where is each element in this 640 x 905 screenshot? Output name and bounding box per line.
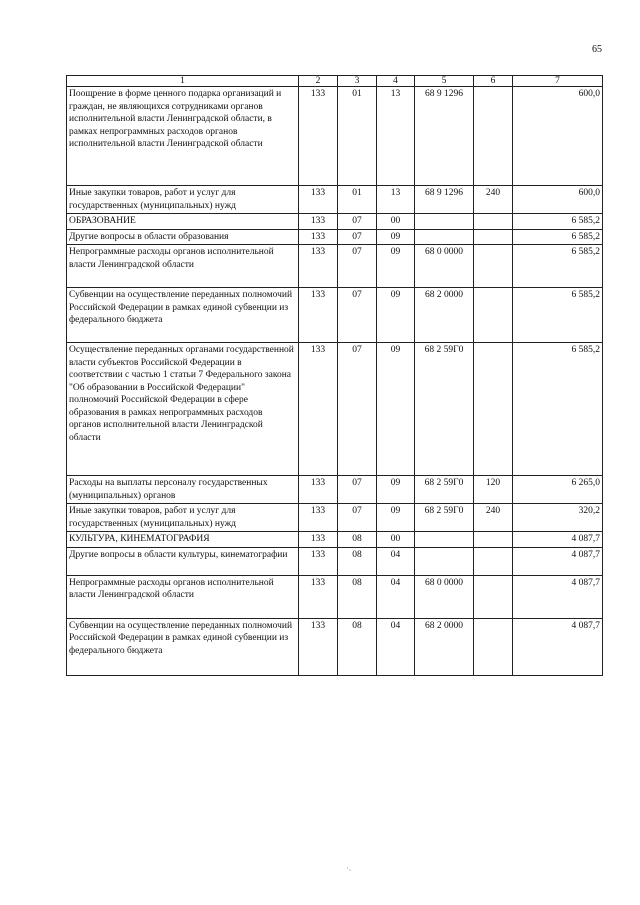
- row-subsection-cell: 00: [377, 214, 415, 230]
- row-section-cell: 08: [338, 547, 377, 575]
- row-expense-type-cell: 240: [474, 186, 513, 214]
- row-code-cell: 133: [299, 532, 338, 548]
- row-target-article-cell: 68 2 0000: [415, 288, 474, 343]
- table-row: [67, 288, 603, 343]
- row-expense-type-cell: [474, 343, 513, 476]
- row-code-cell: 133: [299, 229, 338, 245]
- column-header: 4: [377, 76, 415, 87]
- row-expense-type-cell: [474, 288, 513, 343]
- row-target-article-cell: [415, 214, 474, 230]
- row-section-cell: 07: [338, 288, 377, 343]
- row-expense-type-cell: [474, 229, 513, 245]
- row-code-cell: 133: [299, 245, 338, 288]
- row-name-cell: Другие вопросы в области культуры, кинематографии: [67, 547, 299, 575]
- row-code-cell: 133: [299, 288, 338, 343]
- table-row: [67, 214, 603, 230]
- row-section-cell: 07: [338, 245, 377, 288]
- row-subsection-cell: 09: [377, 229, 415, 245]
- row-section-cell: 01: [338, 87, 377, 186]
- row-amount-cell: 6 585,2: [513, 229, 603, 245]
- row-subsection-cell: 00: [377, 532, 415, 548]
- row-subsection-cell: 09: [377, 245, 415, 288]
- row-code-cell: 133: [299, 186, 338, 214]
- row-code-cell: 133: [299, 575, 338, 618]
- row-code-cell: 133: [299, 214, 338, 230]
- row-code-cell: 133: [299, 547, 338, 575]
- row-section-cell: 07: [338, 504, 377, 532]
- column-header: 1: [67, 76, 299, 87]
- row-amount-cell: 600,0: [513, 186, 603, 214]
- row-subsection-cell: 09: [377, 504, 415, 532]
- row-amount-cell: 6 585,2: [513, 245, 603, 288]
- row-target-article-cell: 68 0 0000: [415, 575, 474, 618]
- row-name-cell: Иные закупки товаров, работ и услуг для государственных (муниципальных) нужд: [67, 504, 299, 532]
- row-expense-type-cell: [474, 575, 513, 618]
- row-target-article-cell: 68 2 59Г0: [415, 504, 474, 532]
- row-subsection-cell: 13: [377, 87, 415, 186]
- table-row: [67, 343, 603, 476]
- row-target-article-cell: 68 0 0000: [415, 245, 474, 288]
- row-amount-cell: 4 087,7: [513, 532, 603, 548]
- column-header: 5: [415, 76, 474, 87]
- table-row: [67, 245, 603, 288]
- row-name-cell: Иные закупки товаров, работ и услуг для государственных (муниципальных) нужд: [67, 186, 299, 214]
- row-section-cell: 07: [338, 229, 377, 245]
- row-expense-type-cell: [474, 214, 513, 230]
- table-row: [67, 547, 603, 575]
- row-amount-cell: 4 087,7: [513, 575, 603, 618]
- column-header: 3: [338, 76, 377, 87]
- row-amount-cell: 320,2: [513, 504, 603, 532]
- row-name-cell: Непрограммные расходы органов исполнительной власти Ленинградской области: [67, 245, 299, 288]
- table-header-row: [67, 76, 603, 87]
- row-section-cell: 08: [338, 575, 377, 618]
- table-row: [67, 87, 603, 186]
- row-code-cell: 133: [299, 476, 338, 504]
- row-name-cell: ОБРАЗОВАНИЕ: [67, 214, 299, 230]
- row-section-cell: 07: [338, 476, 377, 504]
- table-row: [67, 504, 603, 532]
- table-row: [67, 476, 603, 504]
- row-amount-cell: 600,0: [513, 87, 603, 186]
- table-row: [67, 186, 603, 214]
- row-expense-type-cell: 120: [474, 476, 513, 504]
- row-section-cell: 08: [338, 532, 377, 548]
- row-name-cell: КУЛЬТУРА, КИНЕМАТОГРАФИЯ: [67, 532, 299, 548]
- column-header: 2: [299, 76, 338, 87]
- row-target-article-cell: 68 2 59Г0: [415, 343, 474, 476]
- row-name-cell: Осуществление переданных органами государственной власти субъектов Российской Федерации в соответствии с частью 1 статьи 7 Федерального закона "Об образовании в Российской Федерации" полномочий Российской Федерации в сфере образования в рамках непрограммных расходов органов исполнительной власти Ленинградской области: [67, 343, 299, 476]
- row-target-article-cell: [415, 547, 474, 575]
- row-target-article-cell: 68 9 1296: [415, 186, 474, 214]
- row-expense-type-cell: [474, 87, 513, 186]
- row-section-cell: 07: [338, 343, 377, 476]
- row-amount-cell: 6 585,2: [513, 214, 603, 230]
- row-subsection-cell: 09: [377, 476, 415, 504]
- scan-mark: ˙·: [346, 866, 352, 875]
- row-subsection-cell: 04: [377, 575, 415, 618]
- row-name-cell: Поощрение в форме ценного подарка организаций и граждан, не являющихся сотрудниками органов исполнительной власти Ленинградской области, в рамках непрограммных расходов органов исполнительной власти Ленинградской области: [67, 87, 299, 186]
- budget-table: [66, 75, 603, 676]
- row-target-article-cell: [415, 229, 474, 245]
- row-expense-type-cell: [474, 547, 513, 575]
- row-amount-cell: 6 585,2: [513, 288, 603, 343]
- table-row: [67, 229, 603, 245]
- row-name-cell: Субвенции на осуществление переданных полномочий Российской Федерации в рамках единой субвенции из федерального бюджета: [67, 288, 299, 343]
- row-subsection-cell: 09: [377, 288, 415, 343]
- row-code-cell: 133: [299, 343, 338, 476]
- row-target-article-cell: 68 9 1296: [415, 87, 474, 186]
- row-amount-cell: 4 087,7: [513, 547, 603, 575]
- row-target-article-cell: [415, 532, 474, 548]
- row-expense-type-cell: 240: [474, 504, 513, 532]
- row-expense-type-cell: [474, 245, 513, 288]
- table-row: [67, 575, 603, 618]
- row-code-cell: 133: [299, 87, 338, 186]
- table-row: [67, 618, 603, 675]
- row-subsection-cell: 04: [377, 547, 415, 575]
- row-section-cell: 01: [338, 186, 377, 214]
- row-name-cell: Субвенции на осуществление переданных полномочий Российской Федерации в рамках единой субвенции из федерального бюджета: [67, 618, 299, 675]
- row-name-cell: Непрограммные расходы органов исполнительной власти Ленинградской области: [67, 575, 299, 618]
- table-row: [67, 532, 603, 548]
- row-amount-cell: 6 585,2: [513, 343, 603, 476]
- row-subsection-cell: 04: [377, 618, 415, 675]
- row-section-cell: 07: [338, 214, 377, 230]
- row-target-article-cell: 68 2 0000: [415, 618, 474, 675]
- page-number: 65: [592, 44, 602, 55]
- row-target-article-cell: 68 2 59Г0: [415, 476, 474, 504]
- row-name-cell: Другие вопросы в области образования: [67, 229, 299, 245]
- column-header: 6: [474, 76, 513, 87]
- row-code-cell: 133: [299, 504, 338, 532]
- row-name-cell: Расходы на выплаты персоналу государственных (муниципальных) органов: [67, 476, 299, 504]
- row-code-cell: 133: [299, 618, 338, 675]
- row-subsection-cell: 09: [377, 343, 415, 476]
- row-amount-cell: 6 265,0: [513, 476, 603, 504]
- row-expense-type-cell: [474, 618, 513, 675]
- row-subsection-cell: 13: [377, 186, 415, 214]
- row-amount-cell: 4 087,7: [513, 618, 603, 675]
- row-section-cell: 08: [338, 618, 377, 675]
- row-expense-type-cell: [474, 532, 513, 548]
- column-header: 7: [513, 76, 603, 87]
